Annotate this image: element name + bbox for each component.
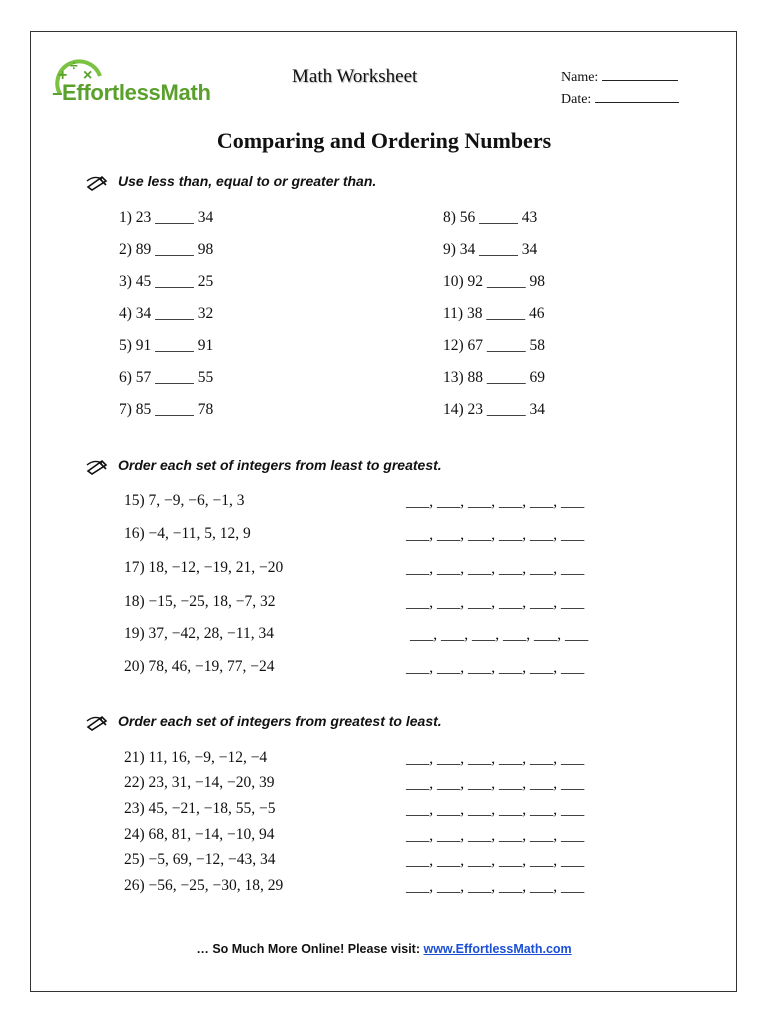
svg-text:+: + [58,67,68,84]
ordering-problem: 16) −4, −11, 5, 12, 9 [124,525,251,542]
answer-blank[interactable]: _____ [486,369,526,386]
svg-text:÷: ÷ [70,57,78,73]
comparison-problem: 14) 23 _____ 34 [443,401,546,418]
pencil-icon [86,457,110,475]
ordering-problem: 21) 11, 16, −9, −12, −4 [124,749,268,766]
svg-text:×: × [83,67,93,84]
name-field[interactable]: Name: [561,70,678,86]
ordering-problem: 25) −5, 69, −12, −43, 34 [124,851,276,868]
comparison-problem: 6) 57 _____ 55 [119,369,214,386]
svg-text:−: − [52,84,63,104]
answer-blanks[interactable]: ___, ___, ___, ___, ___, ___ [406,594,585,611]
answer-blank[interactable]: _____ [155,401,194,418]
answer-blank[interactable]: _____ [486,305,526,322]
answer-blanks[interactable]: ___, ___, ___, ___, ___, ___ [406,526,585,543]
answer-blank[interactable]: _____ [155,241,194,258]
footer: … So Much More Online! Please visit: www.EffortlessMath.com [196,942,572,956]
ordering-problem: 24) 68, 81, −14, −10, 94 [124,826,275,843]
ordering-problem: 23) 45, −21, −18, 55, −5 [124,800,276,817]
date-line [595,102,679,103]
header-title: Math Worksheet [292,66,418,87]
comparison-problem: 10) 92 _____ 98 [443,273,546,290]
comparison-problem: 2) 89 _____ 98 [119,241,214,258]
pencil-icon [86,173,110,191]
answer-blanks[interactable]: ___, ___, ___, ___, ___, ___ [406,775,585,792]
answer-blanks[interactable]: ___, ___, ___, ___, ___, ___ [406,560,585,577]
website-link[interactable]: www.EffortlessMath.com [423,942,572,956]
ordering-problem: 20) 78, 46, −19, 77, −24 [124,658,275,675]
answer-blank[interactable]: _____ [486,273,526,290]
logo-wordmark: EffortlessMath [62,80,211,105]
section2-instruction: Order each set of integers from least to greatest. [86,457,442,475]
answer-blanks[interactable]: ___, ___, ___, ___, ___, ___ [406,827,585,844]
answer-blank[interactable]: _____ [155,337,194,354]
answer-blanks[interactable]: ___, ___, ___, ___, ___, ___ [406,659,585,676]
section1-instruction: Use less than, equal to or greater than. [86,173,376,191]
answer-blanks[interactable]: ___, ___, ___, ___, ___, ___ [410,626,589,643]
comparison-problem: 5) 91 _____ 91 [119,337,214,354]
comparison-problem: 7) 85 _____ 78 [119,401,214,418]
ordering-problem: 26) −56, −25, −30, 18, 29 [124,877,284,894]
answer-blank[interactable]: _____ [155,369,194,386]
section3-instruction: Order each set of integers from greatest to least. [86,713,442,731]
ordering-problem: 18) −15, −25, 18, −7, 32 [124,593,276,610]
answer-blanks[interactable]: ___, ___, ___, ___, ___, ___ [406,750,585,767]
page-title: Comparing and Ordering Numbers [216,128,552,153]
answer-blank[interactable]: _____ [479,241,518,258]
answer-blanks[interactable]: ___, ___, ___, ___, ___, ___ [406,493,585,510]
answer-blank[interactable]: _____ [155,305,194,322]
comparison-problem: 9) 34 _____ 34 [443,241,538,258]
answer-blank[interactable]: _____ [479,209,518,226]
comparison-problem: 4) 34 _____ 32 [119,305,214,322]
answer-blank[interactable]: _____ [155,209,194,226]
ordering-problem: 19) 37, −42, 28, −11, 34 [124,625,274,642]
ordering-problem: 17) 18, −12, −19, 21, −20 [124,559,284,576]
ordering-problem: 22) 23, 31, −14, −20, 39 [124,774,275,791]
comparison-problem: 12) 67 _____ 58 [443,337,546,354]
ordering-problem: 15) 7, −9, −6, −1, 3 [124,492,245,509]
comparison-problem: 8) 56 _____ 43 [443,209,538,226]
answer-blanks[interactable]: ___, ___, ___, ___, ___, ___ [406,801,585,818]
comparison-problem: 3) 45 _____ 25 [119,273,214,290]
answer-blanks[interactable]: ___, ___, ___, ___, ___, ___ [406,878,585,895]
answer-blank[interactable]: _____ [486,401,526,418]
date-field[interactable]: Date: [561,92,679,108]
answer-blank[interactable]: _____ [486,337,526,354]
pencil-icon [86,713,110,731]
answer-blanks[interactable]: ___, ___, ___, ___, ___, ___ [406,852,585,869]
comparison-problem: 1) 23 _____ 34 [119,209,214,226]
name-line [602,80,678,81]
comparison-problem: 11) 38 _____ 46 [443,305,545,322]
comparison-problem: 13) 88 _____ 69 [443,369,546,386]
answer-blank[interactable]: _____ [155,273,194,290]
